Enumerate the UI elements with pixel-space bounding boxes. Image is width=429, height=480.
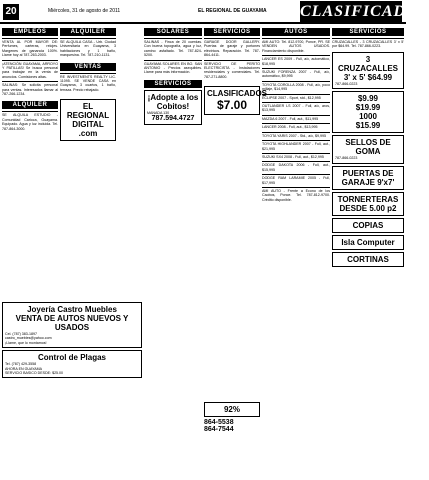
auto-listing: MAZDA 6 2007 - Full, aut., $11,995	[262, 115, 330, 122]
price-4: 1000	[359, 112, 377, 122]
castro-subtitle: VENTA DE AUTOS NUEVOS Y USADOS	[15, 314, 129, 332]
toner-ad	[332, 192, 404, 216]
auto-listing: DODGE DAKOTA 2006 - Full, aut., $15,995	[262, 163, 330, 172]
cruzacalles-price: 3' x 5' $64.99	[343, 72, 393, 82]
auto-listing: OUTLANDER LS 2007 - Full, a/c, aros, $13,995	[262, 104, 330, 113]
sellos-title: SELLOS DE GOMA	[345, 138, 391, 157]
page-number: 20	[3, 4, 19, 20]
manada-ad	[144, 90, 202, 125]
regional-digital-text: EL REGIONAL DIGITAL .com	[66, 102, 110, 139]
classifieds-price: $7.00	[216, 98, 248, 113]
classified-ad: SALINAS - Finca de 20 cuerdas. Con buena topografía, agua y luz, camino asfaltado. Tel. 787-824-5200.	[144, 40, 202, 58]
plagas-ad	[2, 350, 142, 378]
classified-ad: SE ALQUILA ESTUDIO - Comunidad Carioca, Guayama. Equipado. Agua y luz incluida. Tel. 787-864-3000.	[2, 113, 58, 131]
plagas-city: AHORA EN GUAYAMA	[5, 366, 43, 371]
manada-phone: 787.594.4727	[151, 115, 195, 123]
isla-title: Isla Computer	[341, 237, 395, 247]
classified-ad: SERVICIO DE PERITO ELECTRICISTA - Instalaciones residenciales y comerciales. Tel. 787-271-8800.	[204, 61, 260, 79]
cruzacalles-phone: 787-866-0223	[335, 81, 358, 86]
classified-ad: AMI AUTO - Frente a Econo de los Caobos, Ponce. Tel. 787-812-9700. Crédito disponible.	[262, 188, 330, 202]
column-header-empleos: EMPLEOS	[2, 28, 58, 36]
column-header-servicios: SERVICIOS	[204, 28, 260, 36]
classified-ad: ¡ATENCIÓN GUAYAMA, ARROYO Y PATILLAS! Se busca personal para trabajar en la venta de anuncios. Comisiones altas.	[2, 61, 58, 79]
column-header-autos: AUTOS	[262, 28, 330, 36]
classified-ad: RE INVESTMENTS REALTY LIC. 11095. SE VENDE CASA en Guayama, 3 cuartos, 1 baño, terraza. Precio rebajado.	[60, 74, 116, 92]
paper-name: EL REGIONAL DE GUAYAMA	[198, 8, 267, 14]
satisfaction-pct: 92%	[223, 405, 240, 414]
price-ad-2	[332, 91, 404, 133]
classified-ad: CRUZACALLES - 3 CRUZACALLES 3' x 5' por $64.99. Tel. 787-866-0223.	[332, 40, 404, 49]
sellos-ad	[332, 135, 404, 163]
isla-ad	[332, 235, 404, 250]
puertas-ad	[332, 166, 404, 190]
cortinas-title: CORTINAS	[347, 254, 389, 264]
castro-title: Joyería Castro Muebles	[27, 305, 117, 314]
page-header	[0, 0, 429, 24]
cruzacalles-title: 3 CRUZACALLES	[338, 54, 398, 73]
column-solares	[144, 28, 202, 476]
auto-listing: DODGE RAM LARAMIE 2005 - Full, $17,995	[262, 176, 330, 185]
classifieds-banner-text: CLASIFICADOS	[207, 89, 267, 99]
cortinas-ad	[332, 252, 404, 267]
regional-digital-ad	[60, 99, 116, 141]
big-phone-1: 864-5538	[204, 419, 234, 426]
castro-tagline: ¡Llame, que lo montamos!	[5, 340, 47, 345]
column-header-alquiler: ALQUILER	[60, 28, 116, 36]
manada-title: ¡Adopte a los Cobitos!	[147, 92, 199, 111]
column-servicios-right	[332, 28, 404, 476]
column-autos	[262, 28, 330, 476]
auto-listing: ECLIPSE 2007 - Sport, std., $12,995	[262, 94, 330, 101]
castro-email: castro_muebles@yahoo.com	[5, 336, 52, 341]
auto-listing: TOYOTA COROLLA 2008 - Full, a/c, poco millaje, $14,995	[262, 82, 330, 92]
bottom-left-ads	[2, 300, 142, 476]
puertas-title: PUERTAS DE GARAJE 9'x7'	[341, 168, 395, 187]
satisfaction-ad	[204, 402, 260, 417]
price-5: $15.99	[355, 121, 381, 131]
auto-listing: SUZUKI FORENZA 2007 - Full, a/c, automático, $9,995	[262, 70, 330, 79]
auto-listing: LANCER ES 2009 - Full, a/c, automático, $18,995	[262, 57, 330, 66]
auto-listing: SUZUKI SX4 2008 - Full, aut., $12,995	[262, 153, 330, 160]
copias-title: COPIAS	[352, 220, 384, 230]
classified-ad: GARAGE DOOR GALLERY. Puertas de garaje y portones eléctricos. Reparación. Tel. 787-864-4411.	[204, 40, 260, 58]
price-2: $9.99	[357, 94, 379, 104]
plagas-phone: Tel. (787) 429-3558	[5, 362, 37, 367]
classified-ad: VENTA AL POR MAYOR DE: Perfumes, carteras, relojes. Margenes de ganancia 100%. Llame hoy al 787-263-2003.	[2, 40, 58, 58]
classified-ad: AMI AUTO: Tel. 812-9700, Ponce, PR. SE VENDEN AUTOS USADOS. Financiamiento disponible.	[262, 40, 330, 53]
toner-title: TORNERTERAS DESDE 5.00 p2	[337, 194, 399, 213]
manada-sub: MANADA 130	[147, 110, 170, 115]
plagas-title: Control de Plagas	[37, 353, 106, 363]
classified-ad: SALINAS: Se solicita personal para ventas. Interesados llamar al 787-266-1234.	[2, 83, 58, 97]
dateline: Miércoles, 31 de agosto de 2011	[48, 8, 121, 14]
column-header-servicios: SERVICIOS	[144, 80, 202, 88]
column-header-alquiler: ALQUILER	[2, 101, 58, 109]
auto-listing: LANCER 2008 - Full, aut., $13,995	[262, 123, 330, 130]
classified-ad: SE ALQUILA CASA - Urb. Ciudad Universitaria en Guayama, 3 habitaciones y 1 baño, marquesina. Tel. 787-210-1131.	[60, 40, 116, 58]
classified-ad: GUAYAMA SOLARES EN BO. SAN ANTONIO - Precios asequibles. Llame para más información.	[144, 61, 202, 75]
plagas-note: SERVICIO BASICO DESDE: $25.00	[5, 371, 64, 376]
autos-list	[262, 55, 330, 186]
bottom-middle-ads	[204, 400, 260, 476]
section-title: CLASIFICADOS	[300, 3, 429, 20]
copias-ad	[332, 218, 404, 233]
column-header-servicios: SERVICIOS	[332, 28, 404, 36]
column-header-solares: SOLARES	[144, 28, 202, 36]
sellos-phone: 787-866-0223	[335, 156, 358, 161]
auto-listing: TOYOTA YARIS 2007 - Std., a/c, $9,995	[262, 132, 330, 139]
cruzacalles-ad	[332, 52, 404, 89]
column-header-ventas: VENTAS	[60, 63, 116, 71]
price-3: $19.99	[355, 103, 381, 113]
castro-ad	[2, 302, 142, 348]
castro-phone: Cel. (787) 383-1897	[5, 332, 37, 336]
classifieds-banner-ad	[204, 86, 267, 115]
auto-listing: TOYOTA HIGHLANDER 2007 - Full, aut., $21,995	[262, 142, 330, 151]
big-phone-2: 864-7544	[204, 426, 234, 433]
